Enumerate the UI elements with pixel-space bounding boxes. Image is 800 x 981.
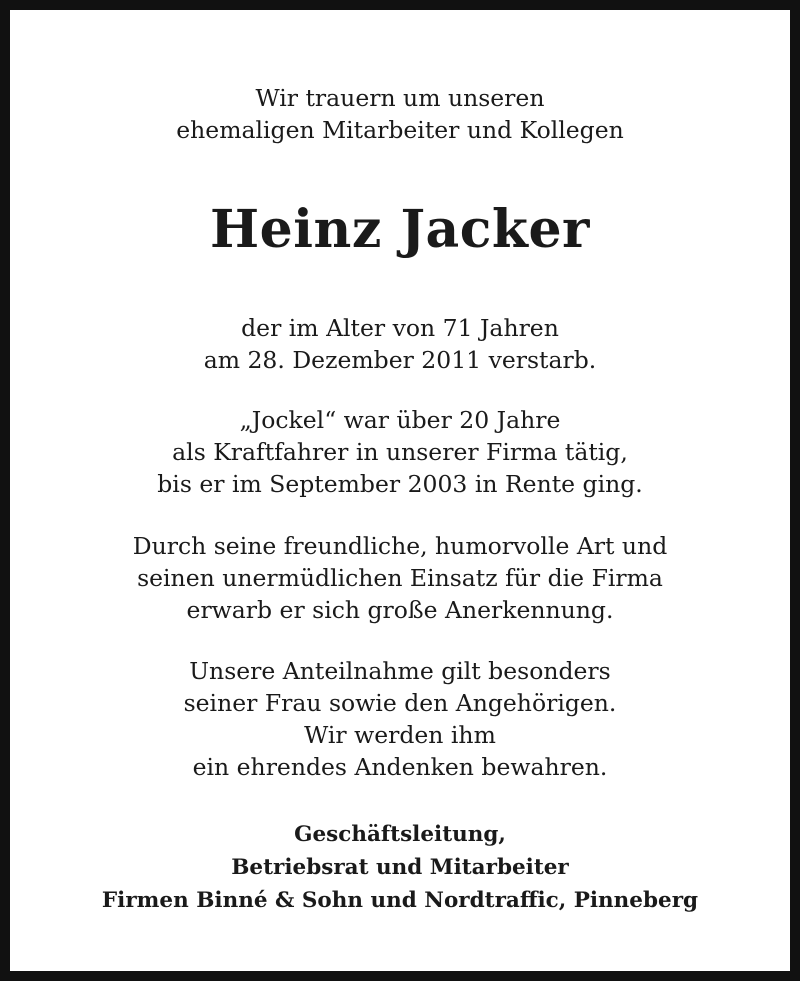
- intro-line: ehemaligen Mitarbeiter und Kollegen: [176, 116, 624, 144]
- text-line: als Kraftfahrer in unserer Firma tätig,: [172, 438, 628, 466]
- text-line: ein ehrendes Andenken bewahren.: [192, 753, 608, 781]
- text-line: Wir werden ihm: [304, 721, 496, 749]
- paragraph-career: [20, 404, 780, 500]
- text-line: „Jockel“ war über 20 Jahre: [239, 406, 561, 434]
- paragraph-condolence: [20, 655, 780, 783]
- intro-block: [20, 82, 780, 146]
- text-line: der im Alter von 71 Jahren: [241, 314, 559, 342]
- intro-line: Wir trauern um unseren: [255, 84, 545, 112]
- signature-line: Geschäftsleitung,: [294, 822, 506, 847]
- deceased-name: Heinz Jacker: [210, 199, 590, 260]
- text-line: seiner Frau sowie den Angehörigen.: [183, 689, 617, 717]
- text-line: Unsere Anteilnahme gilt besonders: [189, 657, 611, 685]
- paragraph-tribute: [20, 530, 780, 626]
- paragraph-age-date: [20, 312, 780, 376]
- text-line: seinen unermüdlichen Einsatz für die Firma: [137, 564, 663, 592]
- text-line: am 28. Dezember 2011 verstarb.: [203, 346, 597, 374]
- text-line: bis er im September 2003 in Rente ging.: [157, 470, 643, 498]
- signature-block: [20, 818, 780, 917]
- signature-line: Firmen Binné & Sohn und Nordtraffic, Pinneberg: [101, 888, 699, 913]
- signature-line: Betriebsrat und Mitarbeiter: [231, 855, 569, 880]
- text-line: erwarb er sich große Anerkennung.: [186, 596, 614, 624]
- text-line: Durch seine freundliche, humorvolle Art und: [132, 532, 668, 560]
